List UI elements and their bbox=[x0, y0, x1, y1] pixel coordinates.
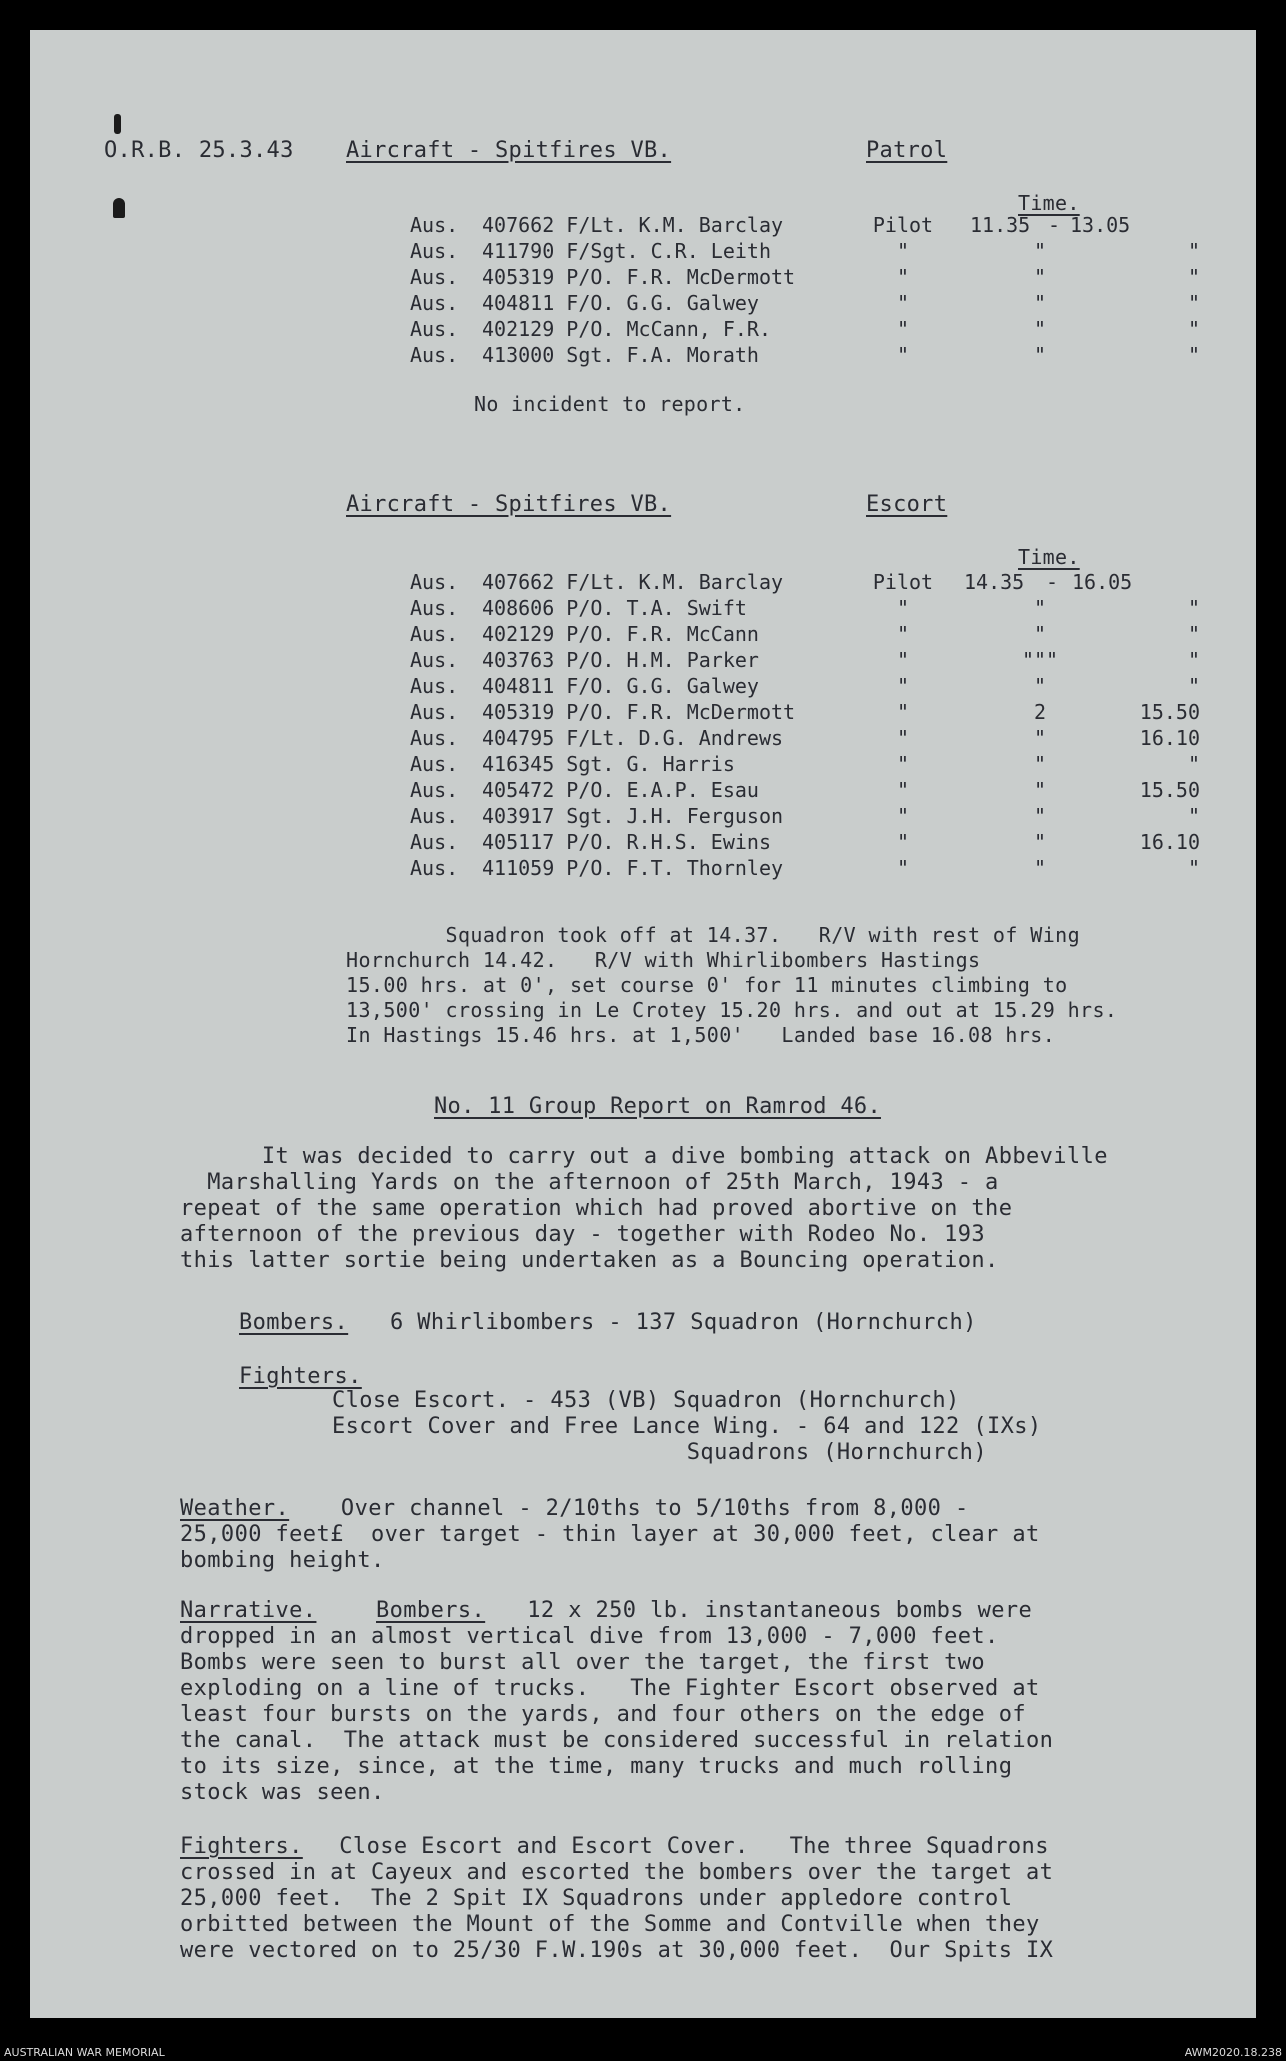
summary-line: Hornchurch 14.42. R/V with Whirlibombers Hastings bbox=[346, 948, 981, 972]
punch-hole-mark bbox=[114, 114, 121, 134]
weather-label: Weather. bbox=[180, 1496, 290, 1521]
intro-line: Marshalling Yards on the afternoon of 25th March, 1943 - a bbox=[180, 1170, 999, 1195]
fighters-narrative-label: Fighters. bbox=[180, 1834, 303, 1859]
narrative-line: Bombs were seen to burst all over the target, the first two bbox=[180, 1650, 986, 1675]
mission-patrol: Patrol bbox=[866, 138, 948, 163]
weather-line: bombing height. bbox=[180, 1548, 385, 1573]
escort-table: Aus. 407662 F/Lt. K.M. Barclay Pilot 14.35 - 16.05 Aus. 408606 P/O. T.A. Swift " " " Aus. 402129 P/O. F.R. McCann " " " Aus. 403763 P/O. H.M. Parker " """ " Aus. 404811 F/O. G.G. Galwey " " " Aus. 405319 P/O. F.R. McDermott " 2 15.50 Aus. 404795 F/Lt. D.G. Andrews " " 16.10 Aus. 416345 Sgt. G. Harris " " " Aus. 405472 P/O. E.A.P. Esau " " 15.50 Aus. 403917 Sgt. J.H. Ferguson " " " Aus. 405117 P/O. R.H.S. Ewins " " 16.10 Aus. 411059 P/O. F.T. Thornley " " " bbox=[410, 570, 1200, 880]
escort-time-label: Time. bbox=[1018, 545, 1080, 569]
patrol-note: No incident to report. bbox=[474, 392, 746, 416]
fighters-line: Squadrons (Hornchurch) bbox=[332, 1440, 987, 1465]
footer-archive-name: AUSTRALIAN WAR MEMORIAL bbox=[4, 2046, 165, 2059]
narrative-bombers-label: Bombers. bbox=[376, 1598, 486, 1623]
weather-line: Over channel - 2/10ths to 5/10ths from 8,000 - bbox=[300, 1496, 969, 1521]
bombers-label: Bombers. bbox=[239, 1310, 349, 1335]
narrative-line: stock was seen. bbox=[180, 1780, 385, 1805]
weather-line: 25,000 feet£ over target - thin layer at 30,000 feet, clear at bbox=[180, 1522, 1040, 1547]
intro-line: this latter sortie being undertaken as a Bouncing operation. bbox=[180, 1248, 999, 1273]
narrative-line: exploding on a line of trucks. The Fighter Escort observed at bbox=[180, 1676, 1040, 1701]
narrative-line: the canal. The attack must be considered successful in relation bbox=[180, 1728, 1054, 1753]
fighters-narrative-line: were vectored on to 25/30 F.W.190s at 30,000 feet. Our Spits IX bbox=[180, 1938, 1054, 1963]
narrative-line: 12 x 250 lb. instantaneous bombs were bbox=[500, 1598, 1033, 1623]
narrative-label: Narrative. bbox=[180, 1598, 317, 1623]
fighters-line: Escort Cover and Free Lance Wing. - 64 and 122 (IXs) bbox=[332, 1414, 1042, 1439]
document-page bbox=[30, 30, 1256, 2018]
fighters-narrative-line: orbitted between the Mount of the Somme and Contville when they bbox=[180, 1912, 1040, 1937]
orb-reference: O.R.B. 25.3.43 bbox=[104, 138, 294, 163]
fighters-line: Close Escort. - 453 (VB) Squadron (Hornchurch) bbox=[332, 1388, 960, 1413]
bombers-text: 6 Whirlibombers - 137 Squadron (Hornchurch) bbox=[390, 1310, 977, 1335]
fighters-narrative-line: crossed in at Cayeux and escorted the bombers over the target at bbox=[180, 1860, 1054, 1885]
narrative-line: dropped in an almost vertical dive from 13,000 - 7,000 feet. bbox=[180, 1624, 999, 1649]
intro-line: repeat of the same operation which had proved abortive on the bbox=[180, 1196, 1013, 1221]
footer-accession-number: AWM2020.18.238 bbox=[1184, 2046, 1282, 2059]
summary-line: In Hastings 15.46 hrs. at 1,500' Landed base 16.08 hrs. bbox=[346, 1023, 1056, 1047]
patrol-table: Aus. 407662 F/Lt. K.M. Barclay Pilot 11.35 - 13.05 Aus. 411790 F/Sgt. C.R. Leith " " " Aus. 405319 P/O. F.R. McDermott " " " Aus. 404811 F/O. G.G. Galwey " " " Aus. 402129 P/O. McCann, F.R. " " " Aus. 413000 Sgt. F.A. Morath " " " bbox=[410, 213, 1200, 367]
intro-line: It was decided to carry out a dive bombing attack on Abbeville bbox=[180, 1144, 1108, 1169]
aircraft-heading-escort: Aircraft - Spitfires VB. bbox=[346, 492, 672, 517]
summary-line: 13,500' crossing in Le Crotey 15.20 hrs. and out at 15.29 hrs. bbox=[346, 998, 1118, 1022]
report-title: No. 11 Group Report on Ramrod 46. bbox=[434, 1094, 881, 1119]
patrol-time-label: Time. bbox=[1018, 191, 1080, 215]
fighters-label: Fighters. bbox=[239, 1364, 362, 1389]
mission-escort: Escort bbox=[866, 492, 948, 517]
punch-hole-mark bbox=[113, 198, 125, 218]
narrative-line: least four bursts on the yards, and four others on the edge of bbox=[180, 1702, 1026, 1727]
summary-line: Squadron took off at 14.37. R/V with rest of Wing bbox=[346, 923, 1081, 947]
fighters-narrative-line: Close Escort and Escort Cover. The three Squadrons bbox=[312, 1834, 1049, 1859]
aircraft-heading-patrol: Aircraft - Spitfires VB. bbox=[346, 138, 672, 163]
fighters-narrative-line: 25,000 feet. The 2 Spit IX Squadrons under appledore control bbox=[180, 1886, 1013, 1911]
intro-line: afternoon of the previous day - together with Rodeo No. 193 bbox=[180, 1222, 986, 1247]
summary-line: 15.00 hrs. at 0', set course 0' for 11 minutes climbing to bbox=[346, 973, 1068, 997]
narrative-line: to its size, since, at the time, many trucks and much rolling bbox=[180, 1754, 1013, 1779]
